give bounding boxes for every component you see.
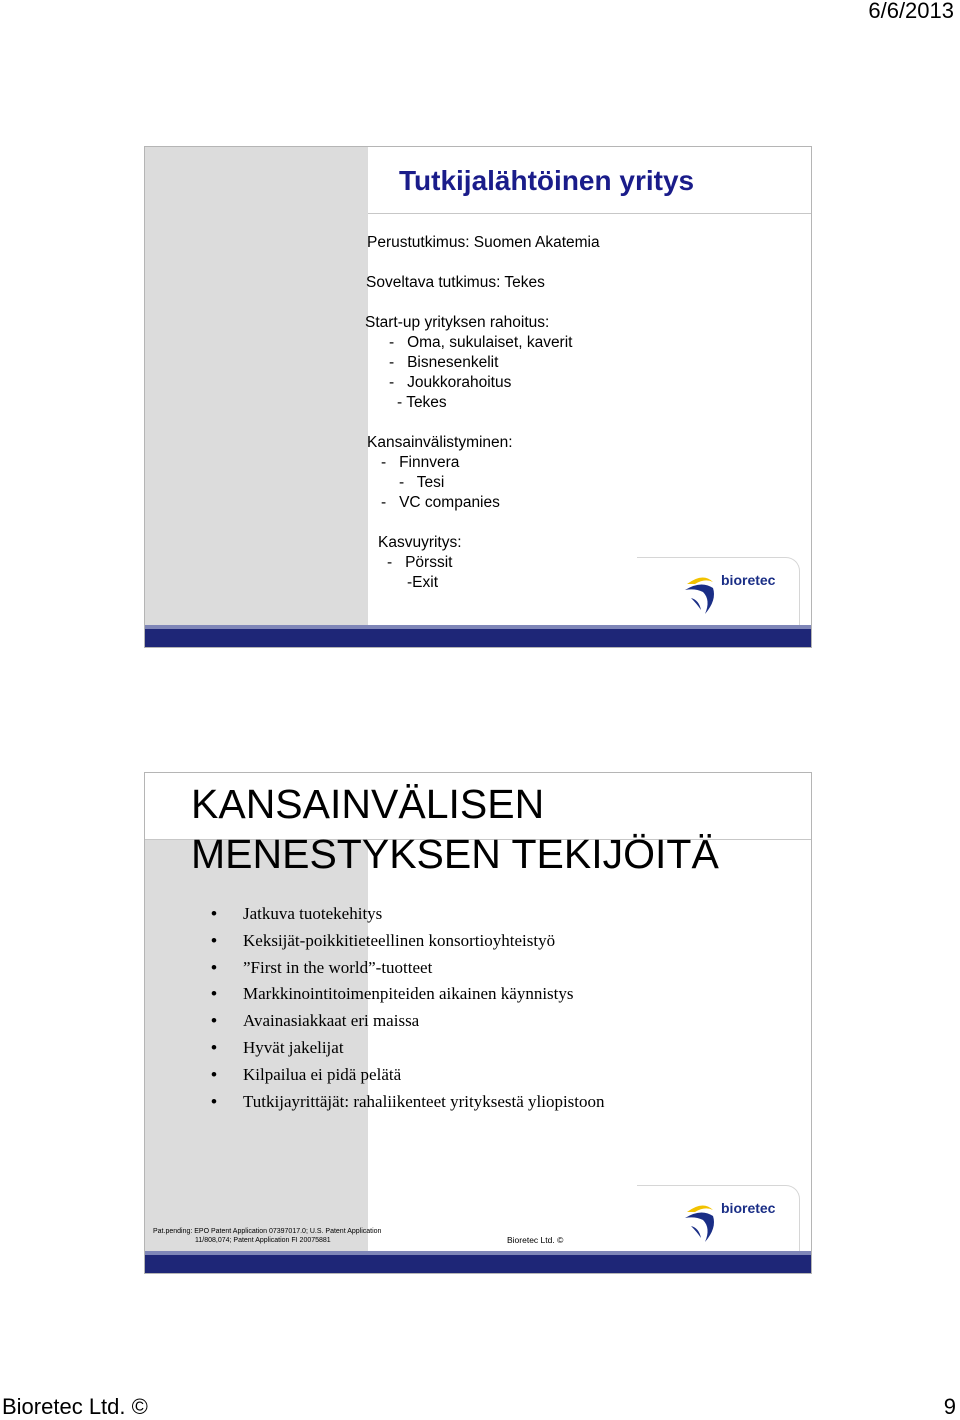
slide-text-line: Soveltava tutkimus: Tekes (366, 274, 545, 291)
slide-text-line: Kansainvälistyminen: (367, 434, 513, 451)
list-item (211, 981, 605, 1008)
bullet-icon: • (211, 957, 217, 977)
list-item-text: Hyvät jakelijat (243, 1037, 344, 1057)
slide-1 (144, 146, 812, 648)
list-item (211, 928, 605, 955)
bullet-icon: • (211, 930, 217, 950)
footer-bar (145, 629, 811, 647)
bioretec-logo-icon (683, 570, 723, 620)
slide-text-line: - Pörssit (387, 554, 453, 571)
list-item-text: Keksijät-poikkitieteellinen konsortioyhteistyö (243, 930, 556, 950)
slide-text-line: - VC companies (381, 494, 500, 511)
bullet-icon: • (211, 904, 217, 923)
title-divider (368, 213, 811, 214)
slide-text-line: - Bisnesenkelit (389, 354, 499, 371)
list-item (211, 1035, 605, 1062)
bullet-icon: • (211, 1011, 217, 1031)
slide-text-line: - Oma, sukulaiset, kaverit (389, 334, 573, 351)
copyright-icon: © (131, 1394, 148, 1419)
list-item (211, 901, 605, 928)
bioretec-logo-icon (683, 1198, 723, 1248)
slide-title-line-1: KANSAINVÄLISEN (191, 781, 545, 827)
slide-text-line: Kasvuyritys: (378, 534, 462, 551)
list-item-text: Markkinointitoimenpiteiden aikainen käynnistys (243, 984, 574, 1004)
slide-text-line: - Tekes (397, 394, 447, 411)
list-item (211, 955, 605, 982)
bullet-icon: • (211, 1037, 217, 1057)
bioretec-logo (683, 570, 793, 620)
slide-text-line: - Finnvera (381, 454, 460, 471)
slide-text-line: -Exit (407, 574, 438, 591)
slide-title-line-2: MENESTYKSEN TEKIJÖITÄ (191, 831, 719, 877)
page-number: 9 (943, 1394, 956, 1419)
slide-text-line: - Tesi (399, 474, 445, 491)
list-item (211, 1008, 605, 1035)
slide-side-panel (145, 147, 368, 647)
list-item-text: Avainasiakkaat eri maissa (243, 1011, 420, 1031)
patent-line-1: Pat.pending: EPO Patent Application 07397017.0; U.S. Patent Application (153, 1228, 382, 1235)
bioretec-logo (683, 1198, 793, 1248)
logo-wordmark: bioretec (721, 572, 776, 588)
patent-line-2: 11/808,074; Patent Application FI 20075881 (195, 1237, 331, 1244)
bullet-icon: • (211, 984, 217, 1004)
list-item-text: Kilpailua ei pidä pelätä (243, 1064, 402, 1084)
bullet-icon: • (211, 1091, 217, 1111)
bullet-list (211, 901, 605, 1115)
footer-company-name: Bioretec Ltd. (2, 1394, 126, 1419)
page-date: 6/6/2013 (868, 0, 954, 23)
slide-2 (144, 772, 812, 1274)
list-item (211, 1062, 605, 1089)
footer-company (2, 1394, 148, 1420)
slide-text-line: Perustutkimus: Suomen Akatemia (367, 234, 600, 251)
patent-notice (153, 1227, 381, 1245)
slide-text-line: - Joukkorahoitus (389, 374, 512, 391)
slide-title: Tutkijalähtöinen yritys (399, 165, 695, 196)
logo-wordmark: bioretec (721, 1200, 776, 1216)
list-item (211, 1089, 605, 1116)
footer-bar (145, 1255, 811, 1273)
slide-text-line: Start-up yrityksen rahoitus: (365, 314, 550, 331)
list-item-text: ”First in the world”-tuotteet (243, 957, 433, 977)
list-item-text: Tutkijayrittäjät: rahaliikenteet yrityksestä yliopistoon (243, 1091, 605, 1111)
slide-title (191, 779, 719, 879)
slide-copyright: Bioretec Ltd. © (507, 1235, 564, 1245)
bullet-icon: • (211, 1064, 217, 1084)
list-item-text: Jatkuva tuotekehitys (243, 904, 383, 923)
